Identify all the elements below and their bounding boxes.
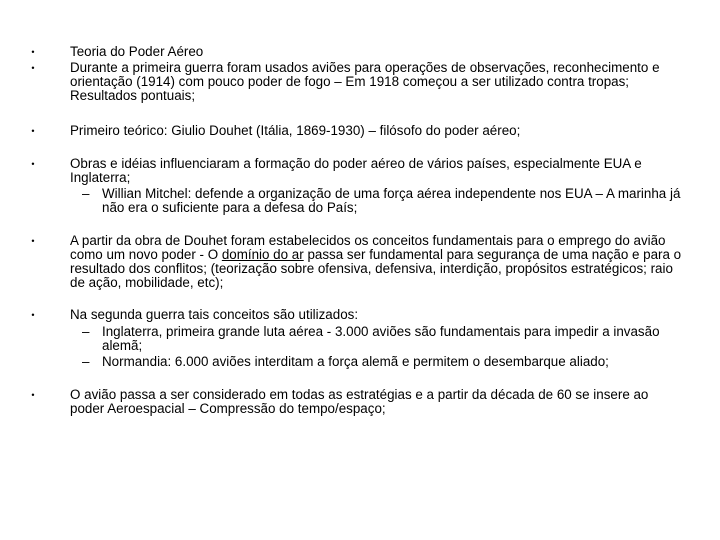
sub-item-text: Inglaterra, primeira grande luta aérea - 3.000 aviões são fundamentais para impedir a invasão alemã; bbox=[102, 324, 660, 353]
bullet-icon: • bbox=[31, 390, 35, 400]
item-text: O avião passa a ser considerado em todas as estratégias e a partir da década de 60 se insere ao poder Aeroespacial – Compressão do tempo/espaço; bbox=[70, 387, 649, 416]
bullet-icon: • bbox=[31, 126, 35, 136]
bullet-icon: • bbox=[31, 63, 35, 73]
dash-icon: – bbox=[82, 324, 90, 339]
item-text-part: passa ser fundamental para segurança de uma nação e para o resultado dos conflitos; (teorização sobre ofensiva, defensiva, interdição, propósitos estratégicos; raio de ação, mobilidade, etc); bbox=[70, 247, 682, 290]
sub-item-text: Normandia: 6.000 aviões interditam a força alemã e permitem o desembarque aliado; bbox=[102, 354, 609, 369]
sub-item-text: Willian Mitchel: defende a organização de uma força aérea independente nos EUA – A marinha já não era o suficiente para a defesa do País; bbox=[102, 186, 681, 215]
item-text-part: A partir da obra de Douhet foram estabelecidos os conceitos fundamentais para o emprego do avião como um novo poder - O bbox=[70, 233, 666, 262]
item-text: Na segunda guerra tais conceitos são utilizados: bbox=[70, 307, 359, 322]
bullet-icon: • bbox=[31, 310, 35, 320]
dash-icon: – bbox=[82, 186, 90, 201]
item-text bbox=[70, 234, 682, 290]
item-text: Obras e idéias influenciaram a formação do poder aéreo de vários países, especialmente EUA e Inglaterra; bbox=[70, 156, 642, 185]
item-text: Durante a primeira guerra foram usados aviões para operações de observações, reconhecimento e orientação (1914) com pouco poder de fogo – Em 1918 começou a ser utilizado contra tropas; Resultados pontuais; bbox=[70, 60, 660, 103]
bullet-icon: • bbox=[31, 236, 35, 246]
bullet-icon: • bbox=[31, 159, 35, 169]
item-text: Primeiro teórico: Giulio Douhet (Itália, 1869-1930) – filósofo do poder aéreo; bbox=[70, 123, 521, 138]
underlined-term: domínio do ar bbox=[221, 247, 304, 262]
dash-icon: – bbox=[82, 354, 90, 369]
item-text: Teoria do Poder Aéreo bbox=[70, 44, 204, 59]
bullet-icon: • bbox=[31, 47, 35, 57]
